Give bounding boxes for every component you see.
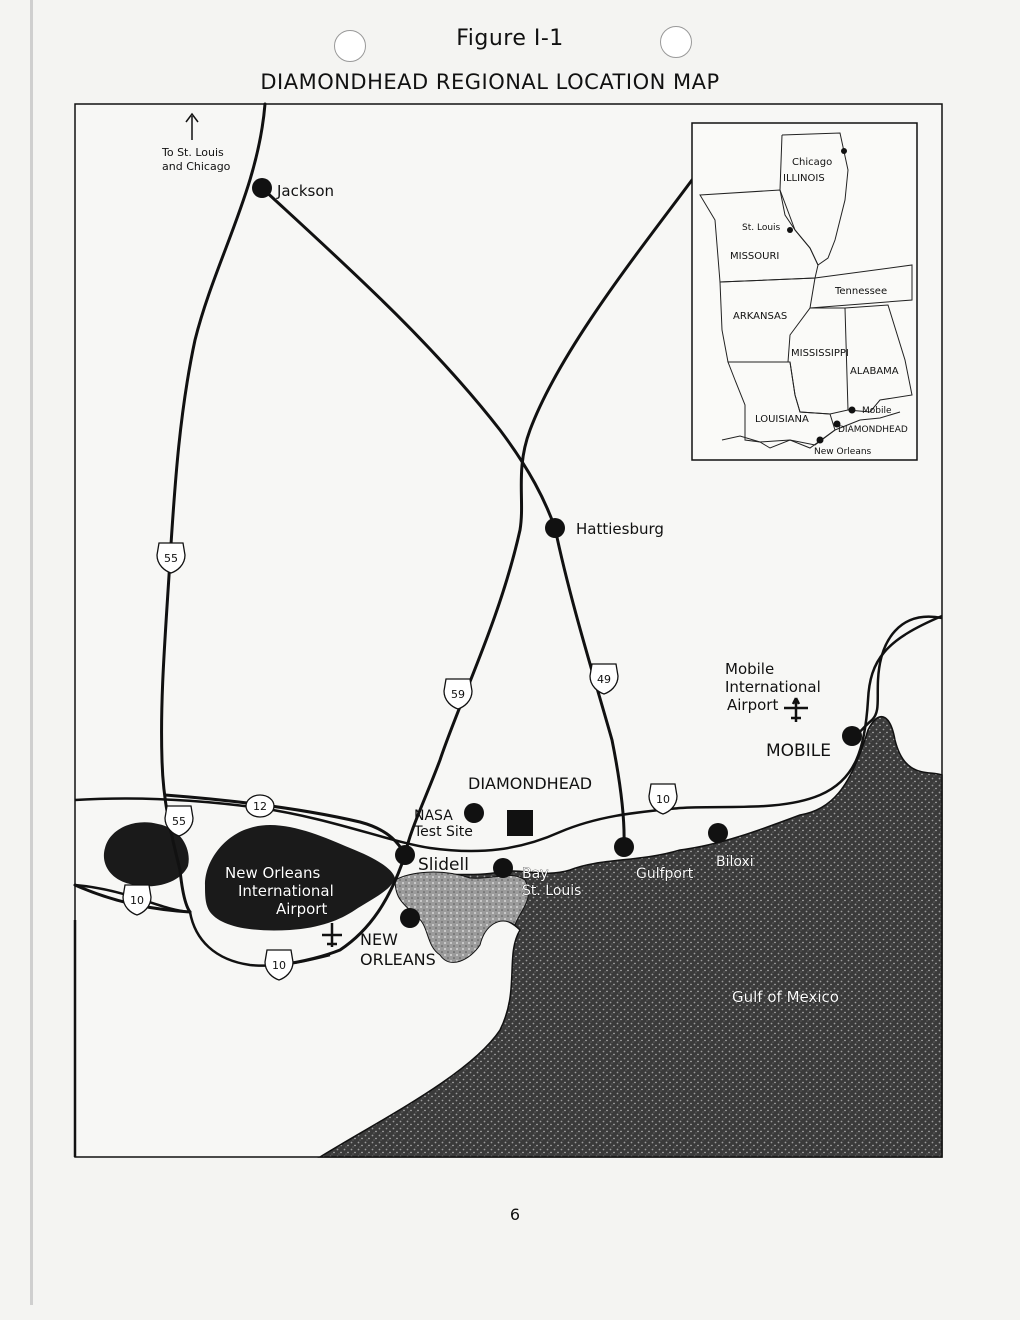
shield-i55-north-label: 55 xyxy=(164,552,178,565)
label-nasa-line-1: NASA xyxy=(414,808,453,824)
label-slidell: Slidell xyxy=(418,855,469,875)
city-dot-biloxi xyxy=(708,823,728,843)
city-dot-mobile xyxy=(842,726,862,746)
page-number: 6 xyxy=(509,1205,521,1224)
shield-hwy12 xyxy=(246,795,274,817)
label-nasa-line-2: Test Site xyxy=(414,824,473,840)
shield-us49-label: 49 xyxy=(597,673,611,686)
label-no-airport-line-2: International xyxy=(238,882,334,900)
inset-label-mississippi: MISSISSIPPI xyxy=(791,348,849,359)
inset-label-tennessee: Tennessee xyxy=(835,286,888,297)
inset-dot-st-louis xyxy=(787,227,793,233)
shield-i10-west-label: 10 xyxy=(130,894,144,907)
city-dot-bay-st-louis xyxy=(493,858,513,878)
shield-i10-mobile-label: 10 xyxy=(656,793,670,806)
city-dot-new-orleans xyxy=(400,908,420,928)
label-st-louis: St. Louis xyxy=(522,883,582,899)
label-mobile-airport-line-2: International xyxy=(725,678,821,696)
shield-i59-label: 59 xyxy=(451,688,465,701)
city-dot-gulfport xyxy=(614,837,634,857)
label-hattiesburg: Hattiesburg xyxy=(576,520,664,538)
label-no-airport-line-3: Airport xyxy=(276,900,328,918)
label-gulfport: Gulfport xyxy=(636,866,694,882)
inset-label-mobile: Mobile xyxy=(862,406,892,416)
inset-label-chicago: Chicago xyxy=(792,157,833,168)
label-mobile-airport-line-1: Mobile xyxy=(725,660,775,678)
shield-i55-south-label: 55 xyxy=(172,815,186,828)
inset-dot-mobile xyxy=(849,407,856,414)
inset-label-diamondhead: DIAMONDHEAD xyxy=(838,425,908,435)
city-dot-hattiesburg xyxy=(545,518,565,538)
direction-note-line-2: and Chicago xyxy=(162,160,231,173)
label-diamondhead: DIAMONDHEAD xyxy=(468,774,593,793)
city-dot-nasa xyxy=(464,803,484,823)
label-no-airport-line-1: New Orleans xyxy=(225,864,321,882)
label-mobile: MOBILE xyxy=(766,741,831,761)
figure-number: Figure I-1 xyxy=(456,26,564,51)
shield-hwy12-label: 12 xyxy=(253,800,267,813)
direction-note-line-1: To St. Louis xyxy=(162,146,224,159)
city-dot-slidell xyxy=(395,845,415,865)
inset-dot-chicago xyxy=(841,148,847,154)
map-title: DIAMONDHEAD REGIONAL LOCATION MAP xyxy=(260,70,720,94)
label-mobile-airport-line-3: Airport xyxy=(727,696,779,714)
inset-label-missouri: MISSOURI xyxy=(730,251,780,262)
label-new-orleans-line-2: ORLEANS xyxy=(360,950,436,969)
label-gulf-of-mexico: Gulf of Mexico xyxy=(732,988,839,1006)
inset-label-illinois: ILLINOIS xyxy=(783,173,825,184)
label-biloxi: Biloxi xyxy=(716,854,754,870)
label-bay: Bay xyxy=(522,866,549,882)
city-dot-jackson xyxy=(252,178,272,198)
inset-label-alabama: ALABAMA xyxy=(850,366,899,377)
label-jackson: Jackson xyxy=(277,182,335,200)
inset-dot-new-orleans xyxy=(817,437,824,444)
inset-label-st-louis: St. Louis xyxy=(742,223,781,233)
shield-i10-south-label: 10 xyxy=(272,959,286,972)
inset-label-new-orleans: New Orleans xyxy=(814,447,872,457)
inset-label-louisiana: LOUISIANA xyxy=(755,414,809,425)
inset-label-arkansas: ARKANSAS xyxy=(733,311,788,322)
diamondhead-marker xyxy=(507,810,533,836)
label-new-orleans-line-1: NEW xyxy=(360,930,398,949)
inset-map xyxy=(692,123,917,460)
